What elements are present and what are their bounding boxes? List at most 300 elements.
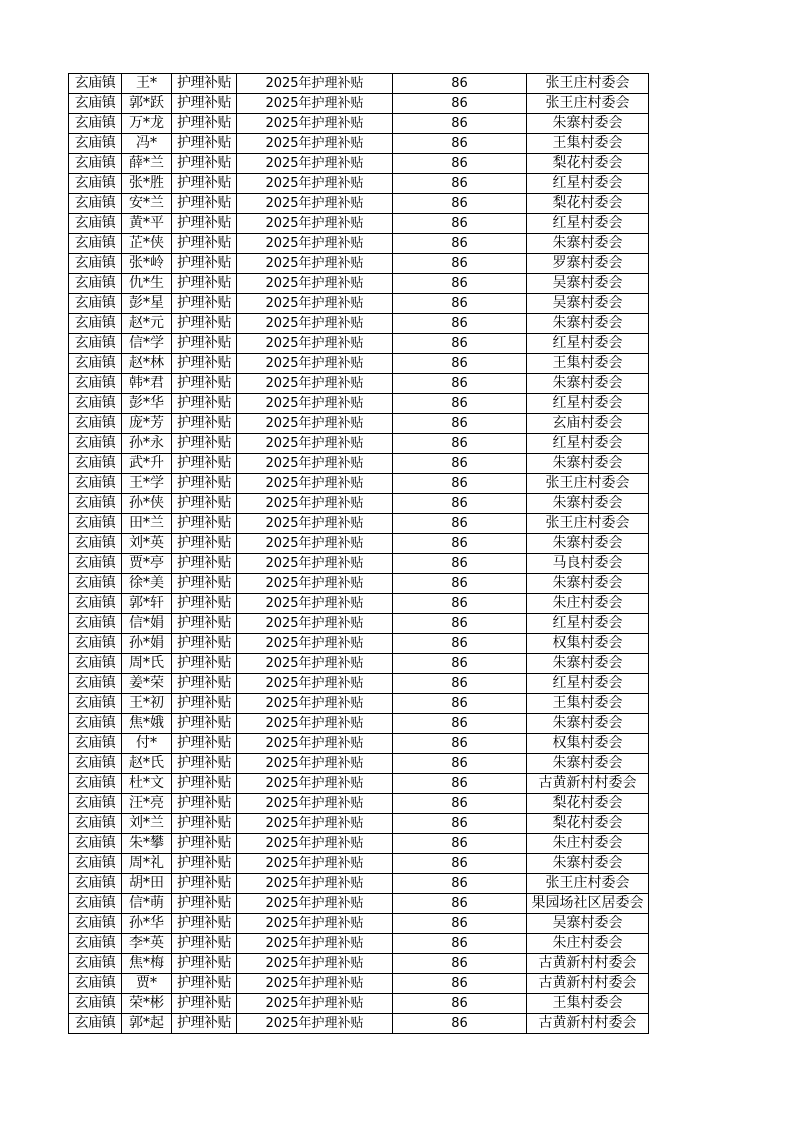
- program-cell: 2025年护理补贴: [237, 374, 393, 394]
- town-cell: 玄庙镇: [69, 114, 122, 134]
- subsidy-type-cell: 护理补贴: [172, 594, 237, 614]
- table-row: [69, 814, 649, 834]
- subsidy-type-cell: 护理补贴: [172, 194, 237, 214]
- program-cell: 2025年护理补贴: [237, 194, 393, 214]
- town-cell: 玄庙镇: [69, 154, 122, 174]
- table-row: [69, 714, 649, 734]
- village-committee-cell: 红星村委会: [527, 614, 649, 634]
- town-cell: 玄庙镇: [69, 254, 122, 274]
- town-cell: 玄庙镇: [69, 454, 122, 474]
- table-row: [69, 94, 649, 114]
- name-cell: 赵*林: [122, 354, 172, 374]
- name-cell: 刘*英: [122, 534, 172, 554]
- table-row: [69, 1014, 649, 1034]
- village-committee-cell: 朱庄村委会: [527, 834, 649, 854]
- village-committee-cell: 朱庄村委会: [527, 594, 649, 614]
- village-committee-cell: 古黄新村村委会: [527, 774, 649, 794]
- program-cell: 2025年护理补贴: [237, 614, 393, 634]
- table-row: [69, 134, 649, 154]
- name-cell: 孙*娟: [122, 634, 172, 654]
- name-cell: 周*氏: [122, 654, 172, 674]
- village-committee-cell: 朱寨村委会: [527, 714, 649, 734]
- program-cell: 2025年护理补贴: [237, 694, 393, 714]
- subsidy-type-cell: 护理补贴: [172, 174, 237, 194]
- program-cell: 2025年护理补贴: [237, 474, 393, 494]
- program-cell: 2025年护理补贴: [237, 814, 393, 834]
- table-row: [69, 194, 649, 214]
- subsidy-type-cell: 护理补贴: [172, 574, 237, 594]
- amount-cell: 86: [393, 734, 527, 754]
- subsidy-type-cell: 护理补贴: [172, 654, 237, 674]
- program-cell: 2025年护理补贴: [237, 714, 393, 734]
- town-cell: 玄庙镇: [69, 414, 122, 434]
- program-cell: 2025年护理补贴: [237, 554, 393, 574]
- program-cell: 2025年护理补贴: [237, 494, 393, 514]
- name-cell: 赵*氏: [122, 754, 172, 774]
- name-cell: 芷*侠: [122, 234, 172, 254]
- village-committee-cell: 张王庄村委会: [527, 94, 649, 114]
- village-committee-cell: 红星村委会: [527, 214, 649, 234]
- amount-cell: 86: [393, 354, 527, 374]
- village-committee-cell: 张王庄村委会: [527, 474, 649, 494]
- amount-cell: 86: [393, 214, 527, 234]
- village-committee-cell: 朱寨村委会: [527, 534, 649, 554]
- program-cell: 2025年护理补贴: [237, 274, 393, 294]
- village-committee-cell: 吴寨村委会: [527, 274, 649, 294]
- subsidy-type-cell: 护理补贴: [172, 494, 237, 514]
- amount-cell: 86: [393, 314, 527, 334]
- village-committee-cell: 朱寨村委会: [527, 494, 649, 514]
- village-committee-cell: 梨花村委会: [527, 794, 649, 814]
- name-cell: 郭*轩: [122, 594, 172, 614]
- program-cell: 2025年护理补贴: [237, 654, 393, 674]
- village-committee-cell: 朱寨村委会: [527, 114, 649, 134]
- amount-cell: 86: [393, 154, 527, 174]
- program-cell: 2025年护理补贴: [237, 254, 393, 274]
- table-row: [69, 554, 649, 574]
- subsidy-type-cell: 护理补贴: [172, 94, 237, 114]
- town-cell: 玄庙镇: [69, 374, 122, 394]
- name-cell: 张*胜: [122, 174, 172, 194]
- town-cell: 玄庙镇: [69, 74, 122, 94]
- program-cell: 2025年护理补贴: [237, 734, 393, 754]
- amount-cell: 86: [393, 454, 527, 474]
- program-cell: 2025年护理补贴: [237, 794, 393, 814]
- name-cell: 庞*芳: [122, 414, 172, 434]
- program-cell: 2025年护理补贴: [237, 174, 393, 194]
- subsidy-type-cell: 护理补贴: [172, 454, 237, 474]
- program-cell: 2025年护理补贴: [237, 894, 393, 914]
- village-committee-cell: 朱寨村委会: [527, 374, 649, 394]
- program-cell: 2025年护理补贴: [237, 154, 393, 174]
- town-cell: 玄庙镇: [69, 394, 122, 414]
- town-cell: 玄庙镇: [69, 694, 122, 714]
- program-cell: 2025年护理补贴: [237, 234, 393, 254]
- table-row: [69, 74, 649, 94]
- town-cell: 玄庙镇: [69, 834, 122, 854]
- name-cell: 信*萌: [122, 894, 172, 914]
- village-committee-cell: 红星村委会: [527, 334, 649, 354]
- table-row: [69, 734, 649, 754]
- town-cell: 玄庙镇: [69, 274, 122, 294]
- town-cell: 玄庙镇: [69, 634, 122, 654]
- program-cell: 2025年护理补贴: [237, 834, 393, 854]
- name-cell: 王*学: [122, 474, 172, 494]
- table-row: [69, 454, 649, 474]
- amount-cell: 86: [393, 174, 527, 194]
- subsidy-type-cell: 护理补贴: [172, 914, 237, 934]
- village-committee-cell: 红星村委会: [527, 434, 649, 454]
- table-row: [69, 154, 649, 174]
- table-row: [69, 914, 649, 934]
- town-cell: 玄庙镇: [69, 174, 122, 194]
- town-cell: 玄庙镇: [69, 534, 122, 554]
- subsidy-type-cell: 护理补贴: [172, 554, 237, 574]
- subsidy-type-cell: 护理补贴: [172, 514, 237, 534]
- town-cell: 玄庙镇: [69, 94, 122, 114]
- name-cell: 武*升: [122, 454, 172, 474]
- amount-cell: 86: [393, 674, 527, 694]
- table-row: [69, 334, 649, 354]
- amount-cell: 86: [393, 334, 527, 354]
- village-committee-cell: 王集村委会: [527, 694, 649, 714]
- name-cell: 贾*: [122, 974, 172, 994]
- subsidy-type-cell: 护理补贴: [172, 974, 237, 994]
- program-cell: 2025年护理补贴: [237, 94, 393, 114]
- amount-cell: 86: [393, 654, 527, 674]
- subsidy-type-cell: 护理补贴: [172, 154, 237, 174]
- name-cell: 李*英: [122, 934, 172, 954]
- subsidy-type-cell: 护理补贴: [172, 754, 237, 774]
- village-committee-cell: 朱寨村委会: [527, 574, 649, 594]
- program-cell: 2025年护理补贴: [237, 854, 393, 874]
- name-cell: 孙*侠: [122, 494, 172, 514]
- amount-cell: 86: [393, 994, 527, 1014]
- subsidy-type-cell: 护理补贴: [172, 334, 237, 354]
- program-cell: 2025年护理补贴: [237, 394, 393, 414]
- table-row: [69, 934, 649, 954]
- program-cell: 2025年护理补贴: [237, 114, 393, 134]
- amount-cell: 86: [393, 554, 527, 574]
- table-row: [69, 114, 649, 134]
- village-committee-cell: 朱寨村委会: [527, 854, 649, 874]
- village-committee-cell: 玄庙村委会: [527, 414, 649, 434]
- amount-cell: 86: [393, 614, 527, 634]
- subsidy-type-cell: 护理补贴: [172, 434, 237, 454]
- table-row: [69, 954, 649, 974]
- program-cell: 2025年护理补贴: [237, 754, 393, 774]
- table-body: [69, 74, 649, 1034]
- village-committee-cell: 王集村委会: [527, 354, 649, 374]
- subsidy-type-cell: 护理补贴: [172, 774, 237, 794]
- amount-cell: 86: [393, 74, 527, 94]
- subsidy-type-cell: 护理补贴: [172, 834, 237, 854]
- village-committee-cell: 朱寨村委会: [527, 754, 649, 774]
- town-cell: 玄庙镇: [69, 714, 122, 734]
- subsidy-type-cell: 护理补贴: [172, 354, 237, 374]
- name-cell: 郭*起: [122, 1014, 172, 1034]
- table-row: [69, 694, 649, 714]
- town-cell: 玄庙镇: [69, 914, 122, 934]
- name-cell: 冯*: [122, 134, 172, 154]
- program-cell: 2025年护理补贴: [237, 314, 393, 334]
- amount-cell: 86: [393, 834, 527, 854]
- program-cell: 2025年护理补贴: [237, 294, 393, 314]
- name-cell: 王*: [122, 74, 172, 94]
- town-cell: 玄庙镇: [69, 854, 122, 874]
- town-cell: 玄庙镇: [69, 654, 122, 674]
- table-row: [69, 254, 649, 274]
- table-row: [69, 354, 649, 374]
- amount-cell: 86: [393, 434, 527, 454]
- name-cell: 赵*元: [122, 314, 172, 334]
- program-cell: 2025年护理补贴: [237, 914, 393, 934]
- town-cell: 玄庙镇: [69, 594, 122, 614]
- village-committee-cell: 红星村委会: [527, 174, 649, 194]
- subsidy-type-cell: 护理补贴: [172, 1014, 237, 1034]
- program-cell: 2025年护理补贴: [237, 354, 393, 374]
- name-cell: 王*初: [122, 694, 172, 714]
- amount-cell: 86: [393, 374, 527, 394]
- program-cell: 2025年护理补贴: [237, 874, 393, 894]
- name-cell: 韩*君: [122, 374, 172, 394]
- subsidy-type-cell: 护理补贴: [172, 674, 237, 694]
- town-cell: 玄庙镇: [69, 994, 122, 1014]
- table-row: [69, 754, 649, 774]
- amount-cell: 86: [393, 254, 527, 274]
- town-cell: 玄庙镇: [69, 574, 122, 594]
- village-committee-cell: 梨花村委会: [527, 814, 649, 834]
- name-cell: 汪*亮: [122, 794, 172, 814]
- table-row: [69, 434, 649, 454]
- name-cell: 刘*兰: [122, 814, 172, 834]
- table-row: [69, 874, 649, 894]
- town-cell: 玄庙镇: [69, 494, 122, 514]
- subsidy-type-cell: 护理补贴: [172, 714, 237, 734]
- town-cell: 玄庙镇: [69, 194, 122, 214]
- program-cell: 2025年护理补贴: [237, 74, 393, 94]
- amount-cell: 86: [393, 534, 527, 554]
- town-cell: 玄庙镇: [69, 954, 122, 974]
- amount-cell: 86: [393, 474, 527, 494]
- town-cell: 玄庙镇: [69, 734, 122, 754]
- town-cell: 玄庙镇: [69, 794, 122, 814]
- table-row: [69, 574, 649, 594]
- amount-cell: 86: [393, 854, 527, 874]
- village-committee-cell: 权集村委会: [527, 634, 649, 654]
- name-cell: 信*学: [122, 334, 172, 354]
- village-committee-cell: 朱寨村委会: [527, 234, 649, 254]
- town-cell: 玄庙镇: [69, 774, 122, 794]
- town-cell: 玄庙镇: [69, 554, 122, 574]
- program-cell: 2025年护理补贴: [237, 774, 393, 794]
- program-cell: 2025年护理补贴: [237, 634, 393, 654]
- name-cell: 付*: [122, 734, 172, 754]
- subsidy-type-cell: 护理补贴: [172, 794, 237, 814]
- subsidy-type-cell: 护理补贴: [172, 254, 237, 274]
- town-cell: 玄庙镇: [69, 314, 122, 334]
- name-cell: 郭*跃: [122, 94, 172, 114]
- amount-cell: 86: [393, 814, 527, 834]
- amount-cell: 86: [393, 274, 527, 294]
- amount-cell: 86: [393, 294, 527, 314]
- table-row: [69, 234, 649, 254]
- town-cell: 玄庙镇: [69, 434, 122, 454]
- table-row: [69, 314, 649, 334]
- subsidy-type-cell: 护理补贴: [172, 534, 237, 554]
- town-cell: 玄庙镇: [69, 334, 122, 354]
- table-row: [69, 794, 649, 814]
- program-cell: 2025年护理补贴: [237, 414, 393, 434]
- subsidy-type-cell: 护理补贴: [172, 994, 237, 1014]
- table-row: [69, 394, 649, 414]
- subsidy-type-cell: 护理补贴: [172, 134, 237, 154]
- program-cell: 2025年护理补贴: [237, 994, 393, 1014]
- subsidy-type-cell: 护理补贴: [172, 954, 237, 974]
- table-row: [69, 894, 649, 914]
- table-row: [69, 774, 649, 794]
- amount-cell: 86: [393, 94, 527, 114]
- program-cell: 2025年护理补贴: [237, 514, 393, 534]
- village-committee-cell: 马良村委会: [527, 554, 649, 574]
- village-committee-cell: 张王庄村委会: [527, 74, 649, 94]
- amount-cell: 86: [393, 894, 527, 914]
- subsidy-type-cell: 护理补贴: [172, 74, 237, 94]
- table-row: [69, 594, 649, 614]
- amount-cell: 86: [393, 494, 527, 514]
- program-cell: 2025年护理补贴: [237, 934, 393, 954]
- village-committee-cell: 王集村委会: [527, 994, 649, 1014]
- village-committee-cell: 红星村委会: [527, 394, 649, 414]
- table-row: [69, 214, 649, 234]
- program-cell: 2025年护理补贴: [237, 954, 393, 974]
- town-cell: 玄庙镇: [69, 214, 122, 234]
- amount-cell: 86: [393, 774, 527, 794]
- village-committee-cell: 果园场社区居委会: [527, 894, 649, 914]
- name-cell: 胡*田: [122, 874, 172, 894]
- name-cell: 安*兰: [122, 194, 172, 214]
- subsidy-table: [68, 73, 649, 1034]
- subsidy-type-cell: 护理补贴: [172, 414, 237, 434]
- village-committee-cell: 朱寨村委会: [527, 654, 649, 674]
- subsidy-type-cell: 护理补贴: [172, 614, 237, 634]
- table-row: [69, 854, 649, 874]
- name-cell: 孙*华: [122, 914, 172, 934]
- village-committee-cell: 朱庄村委会: [527, 934, 649, 954]
- name-cell: 黄*平: [122, 214, 172, 234]
- name-cell: 彭*华: [122, 394, 172, 414]
- town-cell: 玄庙镇: [69, 974, 122, 994]
- amount-cell: 86: [393, 954, 527, 974]
- name-cell: 焦*娥: [122, 714, 172, 734]
- name-cell: 彭*星: [122, 294, 172, 314]
- table-row: [69, 654, 649, 674]
- name-cell: 周*礼: [122, 854, 172, 874]
- program-cell: 2025年护理补贴: [237, 974, 393, 994]
- subsidy-type-cell: 护理补贴: [172, 694, 237, 714]
- program-cell: 2025年护理补贴: [237, 574, 393, 594]
- village-committee-cell: 梨花村委会: [527, 154, 649, 174]
- table-row: [69, 994, 649, 1014]
- village-committee-cell: 红星村委会: [527, 674, 649, 694]
- town-cell: 玄庙镇: [69, 894, 122, 914]
- amount-cell: 86: [393, 694, 527, 714]
- subsidy-type-cell: 护理补贴: [172, 934, 237, 954]
- table-row: [69, 834, 649, 854]
- town-cell: 玄庙镇: [69, 674, 122, 694]
- name-cell: 徐*美: [122, 574, 172, 594]
- program-cell: 2025年护理补贴: [237, 214, 393, 234]
- program-cell: 2025年护理补贴: [237, 434, 393, 454]
- name-cell: 田*兰: [122, 514, 172, 534]
- name-cell: 朱*攀: [122, 834, 172, 854]
- name-cell: 姜*荣: [122, 674, 172, 694]
- name-cell: 薛*兰: [122, 154, 172, 174]
- subsidy-type-cell: 护理补贴: [172, 854, 237, 874]
- subsidy-type-cell: 护理补贴: [172, 314, 237, 334]
- village-committee-cell: 张王庄村委会: [527, 514, 649, 534]
- name-cell: 贾*亭: [122, 554, 172, 574]
- table-row: [69, 494, 649, 514]
- subsidy-type-cell: 护理补贴: [172, 474, 237, 494]
- amount-cell: 86: [393, 134, 527, 154]
- amount-cell: 86: [393, 974, 527, 994]
- subsidy-type-cell: 护理补贴: [172, 874, 237, 894]
- program-cell: 2025年护理补贴: [237, 334, 393, 354]
- town-cell: 玄庙镇: [69, 934, 122, 954]
- table-row: [69, 474, 649, 494]
- table-row: [69, 974, 649, 994]
- amount-cell: 86: [393, 394, 527, 414]
- town-cell: 玄庙镇: [69, 234, 122, 254]
- subsidy-type-cell: 护理补贴: [172, 374, 237, 394]
- village-committee-cell: 朱寨村委会: [527, 314, 649, 334]
- amount-cell: 86: [393, 414, 527, 434]
- village-committee-cell: 朱寨村委会: [527, 454, 649, 474]
- town-cell: 玄庙镇: [69, 474, 122, 494]
- amount-cell: 86: [393, 714, 527, 734]
- subsidy-type-cell: 护理补贴: [172, 734, 237, 754]
- name-cell: 万*龙: [122, 114, 172, 134]
- table-row: [69, 374, 649, 394]
- town-cell: 玄庙镇: [69, 294, 122, 314]
- town-cell: 玄庙镇: [69, 614, 122, 634]
- table-row: [69, 514, 649, 534]
- town-cell: 玄庙镇: [69, 134, 122, 154]
- program-cell: 2025年护理补贴: [237, 134, 393, 154]
- table-row: [69, 294, 649, 314]
- table-row: [69, 634, 649, 654]
- subsidy-type-cell: 护理补贴: [172, 814, 237, 834]
- subsidy-type-cell: 护理补贴: [172, 894, 237, 914]
- name-cell: 孙*永: [122, 434, 172, 454]
- program-cell: 2025年护理补贴: [237, 454, 393, 474]
- village-committee-cell: 古黄新村村委会: [527, 1014, 649, 1034]
- program-cell: 2025年护理补贴: [237, 534, 393, 554]
- name-cell: 张*岭: [122, 254, 172, 274]
- village-committee-cell: 王集村委会: [527, 134, 649, 154]
- subsidy-type-cell: 护理补贴: [172, 114, 237, 134]
- amount-cell: 86: [393, 114, 527, 134]
- amount-cell: 86: [393, 934, 527, 954]
- village-committee-cell: 吴寨村委会: [527, 294, 649, 314]
- name-cell: 杜*文: [122, 774, 172, 794]
- table-row: [69, 274, 649, 294]
- subsidy-type-cell: 护理补贴: [172, 394, 237, 414]
- subsidy-type-cell: 护理补贴: [172, 234, 237, 254]
- program-cell: 2025年护理补贴: [237, 594, 393, 614]
- subsidy-type-cell: 护理补贴: [172, 294, 237, 314]
